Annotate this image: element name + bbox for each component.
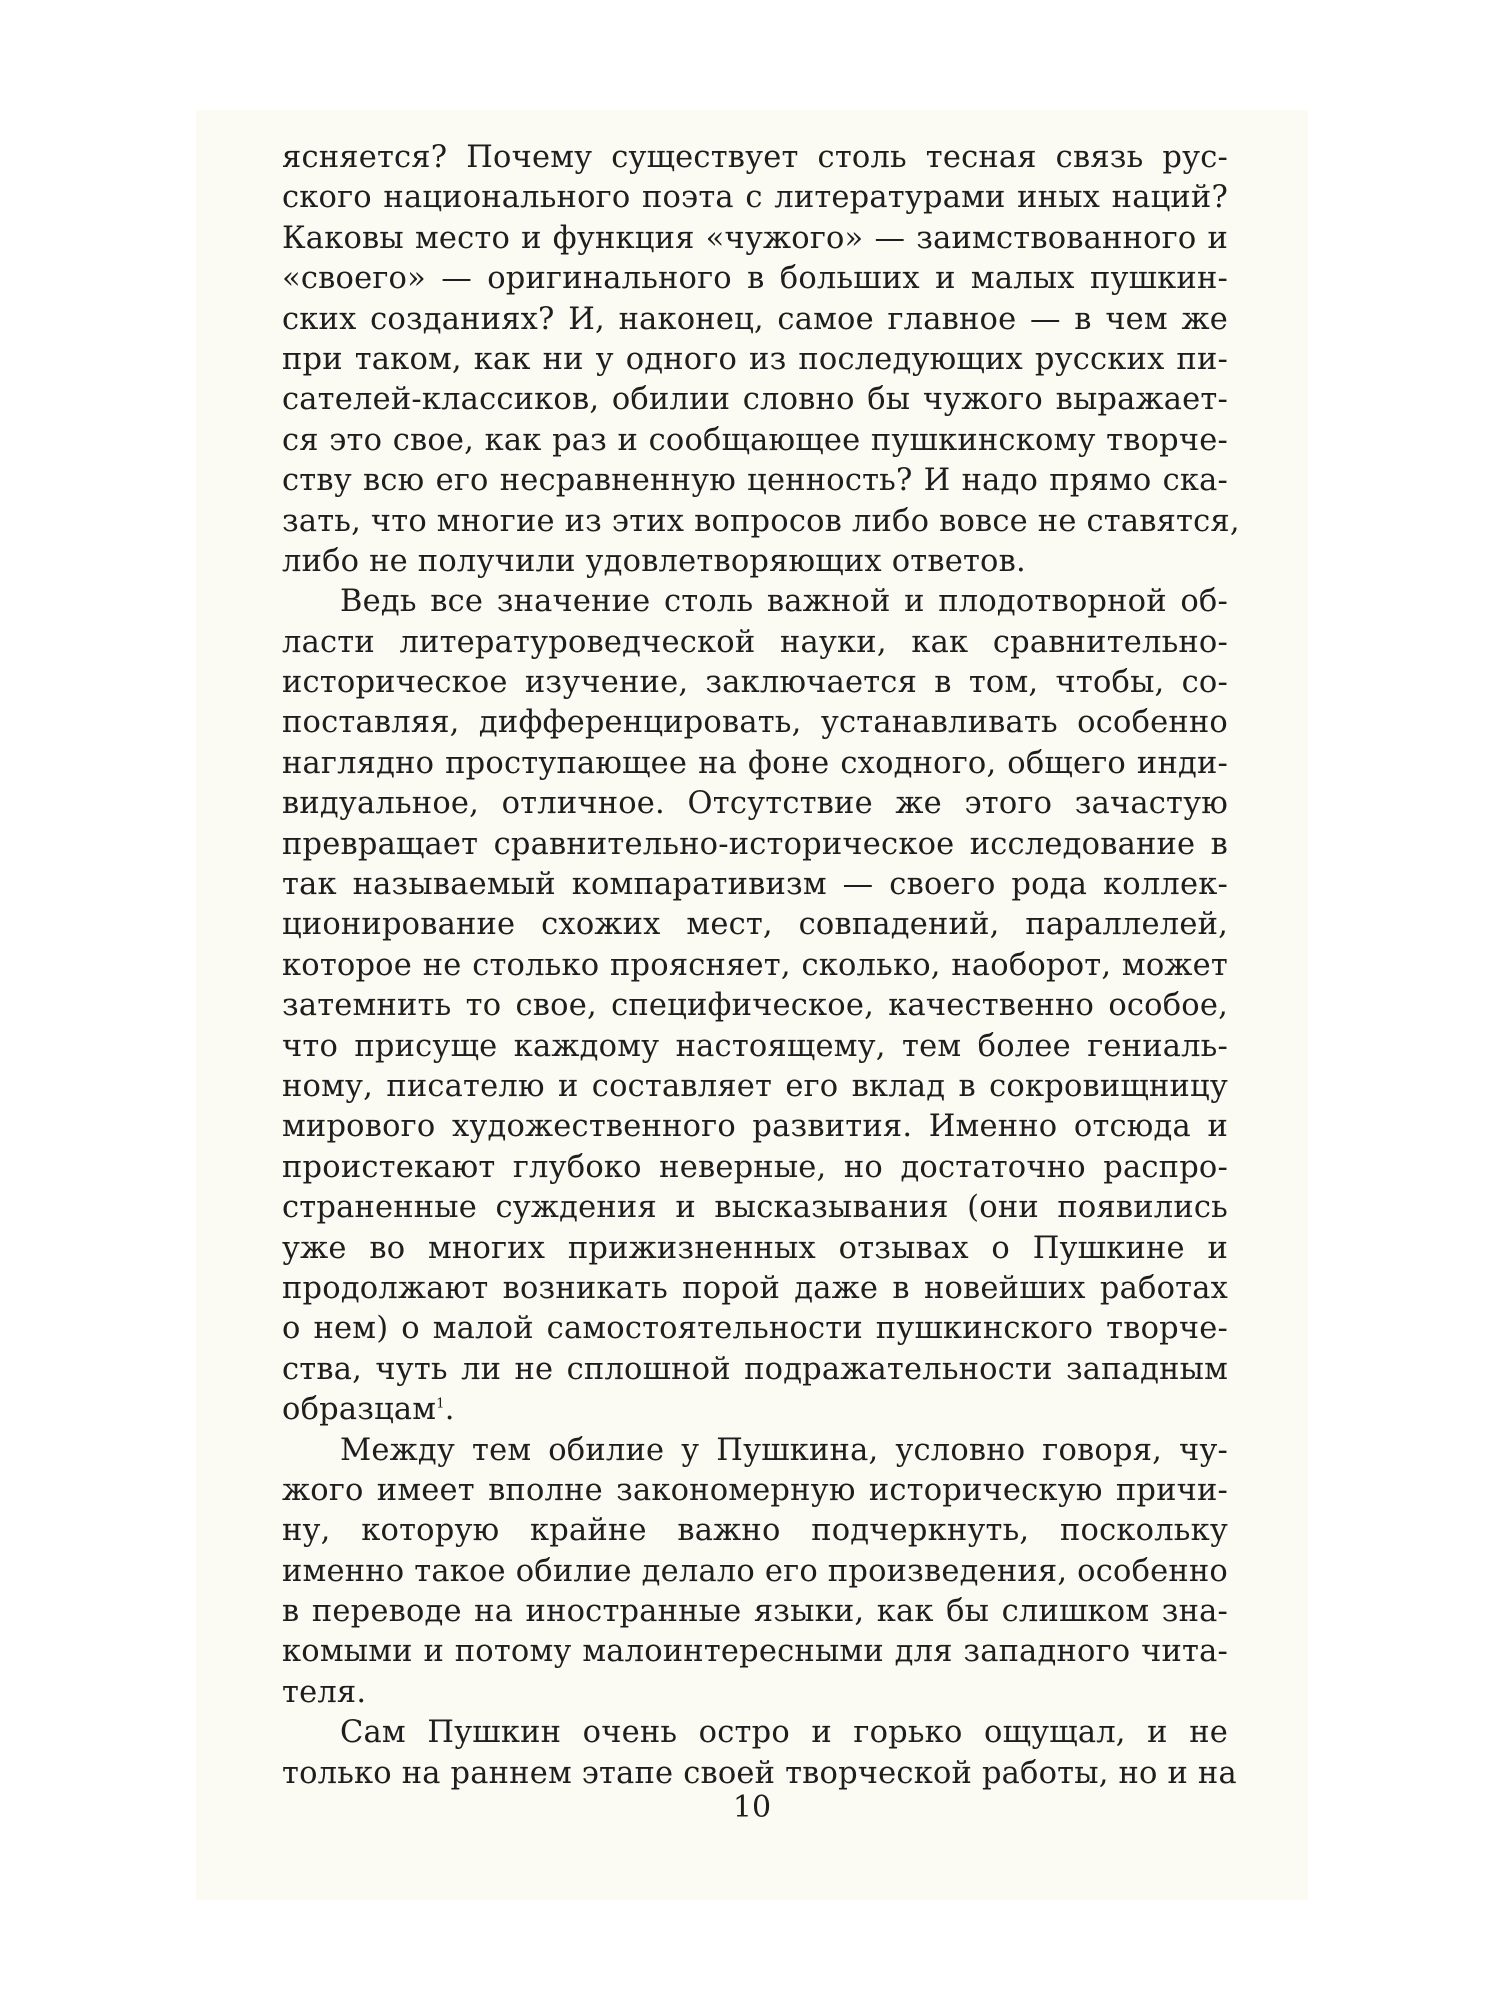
text-line: наглядно проступающее на фоне сходного, общего инди- bbox=[282, 745, 1228, 781]
text-line: историческое изучение, заключается в том, чтобы, со- bbox=[282, 665, 1228, 701]
text-line: жого имеет вполне закономерную историческую причи- bbox=[282, 1472, 1228, 1508]
text-line: ясняется? Почему существует столь тесная связь рус- bbox=[282, 140, 1228, 175]
text-line: которое не столько проясняет, сколько, наоборот, может bbox=[282, 947, 1228, 983]
text-line: Сам Пушкин очень остро и горько ощущал, и не bbox=[340, 1715, 1228, 1751]
text-line: ского национального поэта с литературами иных наций? bbox=[282, 180, 1228, 216]
text-line: мирового художественного развития. Именно отсюда и bbox=[282, 1109, 1228, 1145]
text-line: Ведь все значение столь важной и плодотворной об- bbox=[340, 584, 1228, 620]
text-line: о нем) о малой самостоятельности пушкинского творче- bbox=[282, 1311, 1228, 1347]
text-line bbox=[282, 1390, 1228, 1430]
text-line: так называемый компаративизм — своего рода коллек- bbox=[282, 867, 1228, 903]
text-line: затемнить то свое, специфическое, качественно особое, bbox=[282, 988, 1228, 1024]
text-line: что присуще каждому настоящему, тем более гениаль- bbox=[282, 1028, 1228, 1064]
text-line: ся это свое, как раз и сообщающее пушкинскому творче- bbox=[282, 422, 1228, 458]
text-line: ному, писателю и составляет его вклад в сокровищницу bbox=[282, 1068, 1228, 1104]
paragraph-2 bbox=[282, 582, 1228, 1430]
text-line: ству всю его несравненную ценность? И надо прямо ска- bbox=[282, 463, 1228, 499]
text-line: комыми и потому малоинтересными для западного чита- bbox=[282, 1634, 1228, 1670]
text-line: ства, чуть ли не сплошной подражательности западным bbox=[282, 1351, 1228, 1387]
body-text bbox=[282, 138, 1240, 1794]
text-line: превращает сравнительно-историческое исследование в bbox=[282, 826, 1228, 862]
text-line: в переводе на иностранные языки, как бы слишком зна- bbox=[282, 1594, 1228, 1630]
footnote-marker[interactable]: 1 bbox=[436, 1396, 445, 1412]
text-line: ских созданиях? И, наконец, самое главное — в чем же bbox=[282, 301, 1228, 337]
text-line: только на раннем этапе своей творческой работы, но и на bbox=[282, 1755, 1237, 1791]
text-line: ну, которую крайне важно подчеркнуть, поскольку bbox=[282, 1513, 1228, 1549]
text-line: сателей-классиков, обилии словно бы чужого выражает- bbox=[282, 382, 1228, 418]
paragraph-3 bbox=[282, 1431, 1228, 1714]
paragraph-1 bbox=[282, 138, 1240, 582]
book-page bbox=[196, 110, 1308, 1900]
sentence-end: . bbox=[444, 1392, 455, 1428]
page-number: 10 bbox=[732, 1790, 772, 1825]
text-line: ласти литературоведческой науки, как сравнительно- bbox=[282, 624, 1228, 660]
text-line: ционирование схожих мест, совпадений, параллелей, bbox=[282, 907, 1228, 943]
text-line: видуальное, отличное. Отсутствие же этого зачастую bbox=[282, 786, 1228, 822]
text-line: уже во многих прижизненных отзывах о Пушкине и bbox=[282, 1230, 1228, 1266]
text-line: при таком, как ни у одного из последующих русских пи- bbox=[282, 341, 1228, 377]
text-line: продолжают возникать порой даже в новейших работах bbox=[282, 1270, 1228, 1306]
paragraph-4 bbox=[282, 1713, 1237, 1794]
text-line: либо не получили удовлетворяющих ответов. bbox=[282, 543, 1026, 579]
text-line-content: образцам bbox=[282, 1392, 437, 1428]
text-line: Каковы место и функция «чужого» — заимствованного и bbox=[282, 220, 1228, 256]
text-line: поставляя, дифференцировать, устанавливать особенно bbox=[282, 705, 1228, 741]
text-line: именно такое обилие делало его произведения, особенно bbox=[282, 1553, 1228, 1589]
text-line: проистекают глубоко неверные, но достаточно распро- bbox=[282, 1149, 1228, 1185]
text-line: страненные суждения и высказывания (они появились bbox=[282, 1190, 1228, 1226]
text-line: теля. bbox=[282, 1674, 367, 1710]
text-line: зать, что многие из этих вопросов либо вовсе не ставятся, bbox=[282, 503, 1240, 539]
text-line: «своего» — оригинального в больших и малых пушкин- bbox=[282, 261, 1228, 297]
text-line: Между тем обилие у Пушкина, условно говоря, чу- bbox=[340, 1432, 1228, 1468]
